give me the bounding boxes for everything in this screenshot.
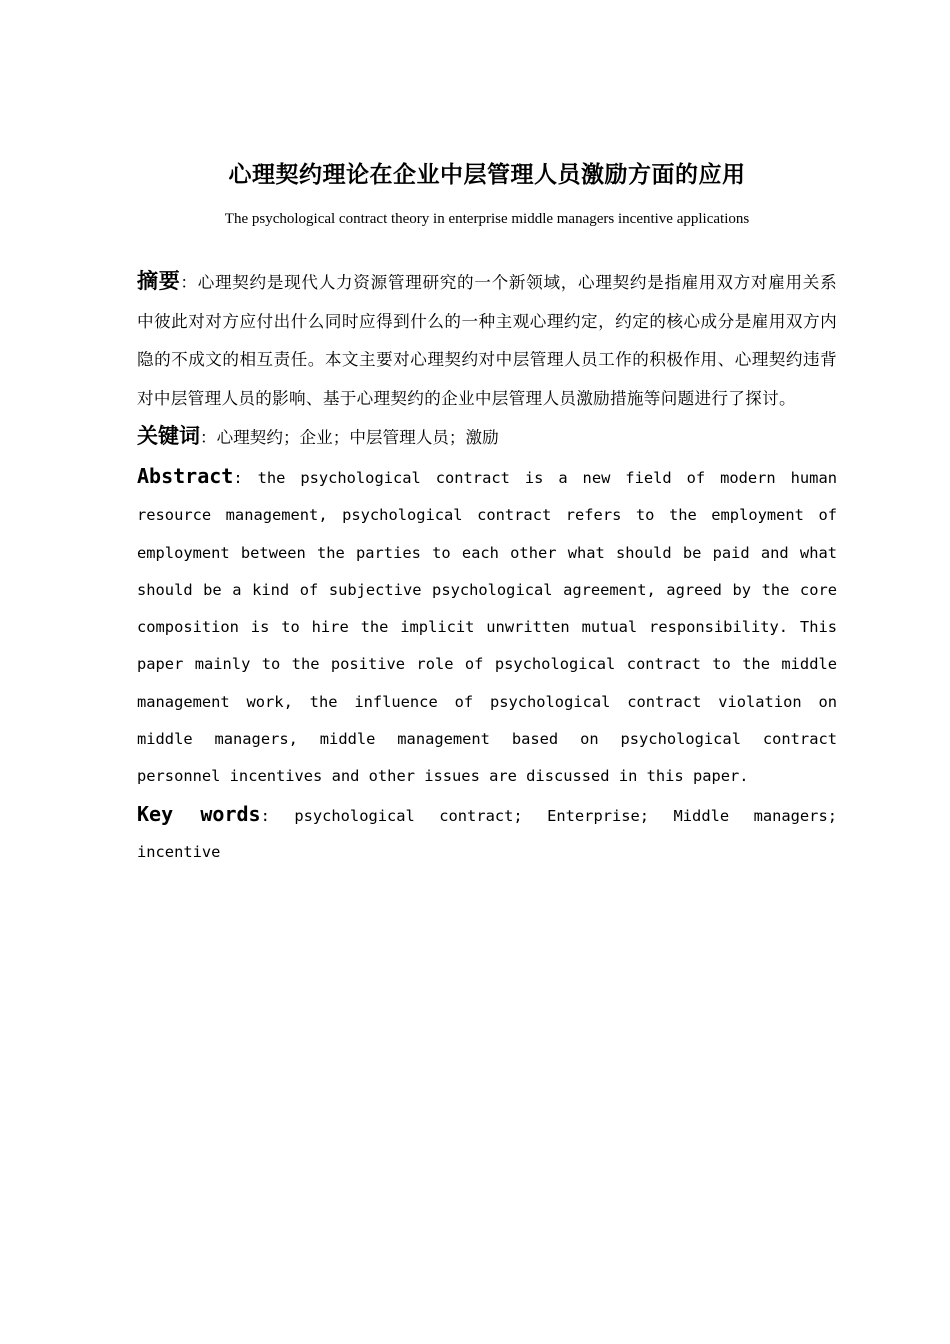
english-abstract xyxy=(137,458,837,796)
chinese-keywords-label: 关键词 xyxy=(137,424,200,448)
english-abstract-text: the psychological contract is a new field of modern human resource management, psychological contract refers to the employment of employment between the parties to each other what should be paid and what should be a kind of subjective psychological agreement, agreed by the core composition is to hire the implicit unwritten mutual responsibility. This paper mainly to the positive role of psychological contract to the middle management work, the influence of psychological contract violation on middle managers, middle management based on psychological contract personnel incentives and other issues are discussed in this paper. xyxy=(137,469,837,786)
chinese-abstract-text: 心理契约是现代人力资源管理研究的一个新领域，心理契约是指雇用双方对雇用关系中彼此对对方应付出什么同时应得到什么的一种主观心理约定，约定的核心成分是雇用双方内隐的不成文的相互责任。本文主要对心理契约对中层管理人员工作的积极作用、心理契约违背对中层管理人员的影响、基于心理契约的企业中层管理人员激励措施等问题进行了探讨。 xyxy=(137,273,837,408)
document-title: 心理契约理论在企业中层管理人员激励方面的应用 xyxy=(228,162,746,188)
chinese-keywords-separator: ： xyxy=(200,428,217,447)
english-keywords xyxy=(137,796,837,870)
english-abstract-label: Abstract xyxy=(137,464,234,488)
chinese-abstract-separator: ： xyxy=(180,273,198,292)
english-keywords-label: Key words xyxy=(137,801,261,826)
document-subtitle: The psychological contract theory in enterprise middle managers incentive applications xyxy=(224,211,750,227)
english-keywords-separator: : xyxy=(260,806,295,825)
chinese-keywords xyxy=(137,418,837,456)
chinese-abstract-label: 摘要 xyxy=(137,269,181,293)
chinese-abstract xyxy=(137,262,837,418)
english-abstract-separator: : xyxy=(233,469,258,487)
chinese-keywords-text: 心理契约；企业；中层管理人员；激励 xyxy=(216,428,499,447)
document-page xyxy=(137,140,837,870)
english-keywords-text: psychological contract; Enterprise; Middle managers; incentive xyxy=(137,806,837,861)
